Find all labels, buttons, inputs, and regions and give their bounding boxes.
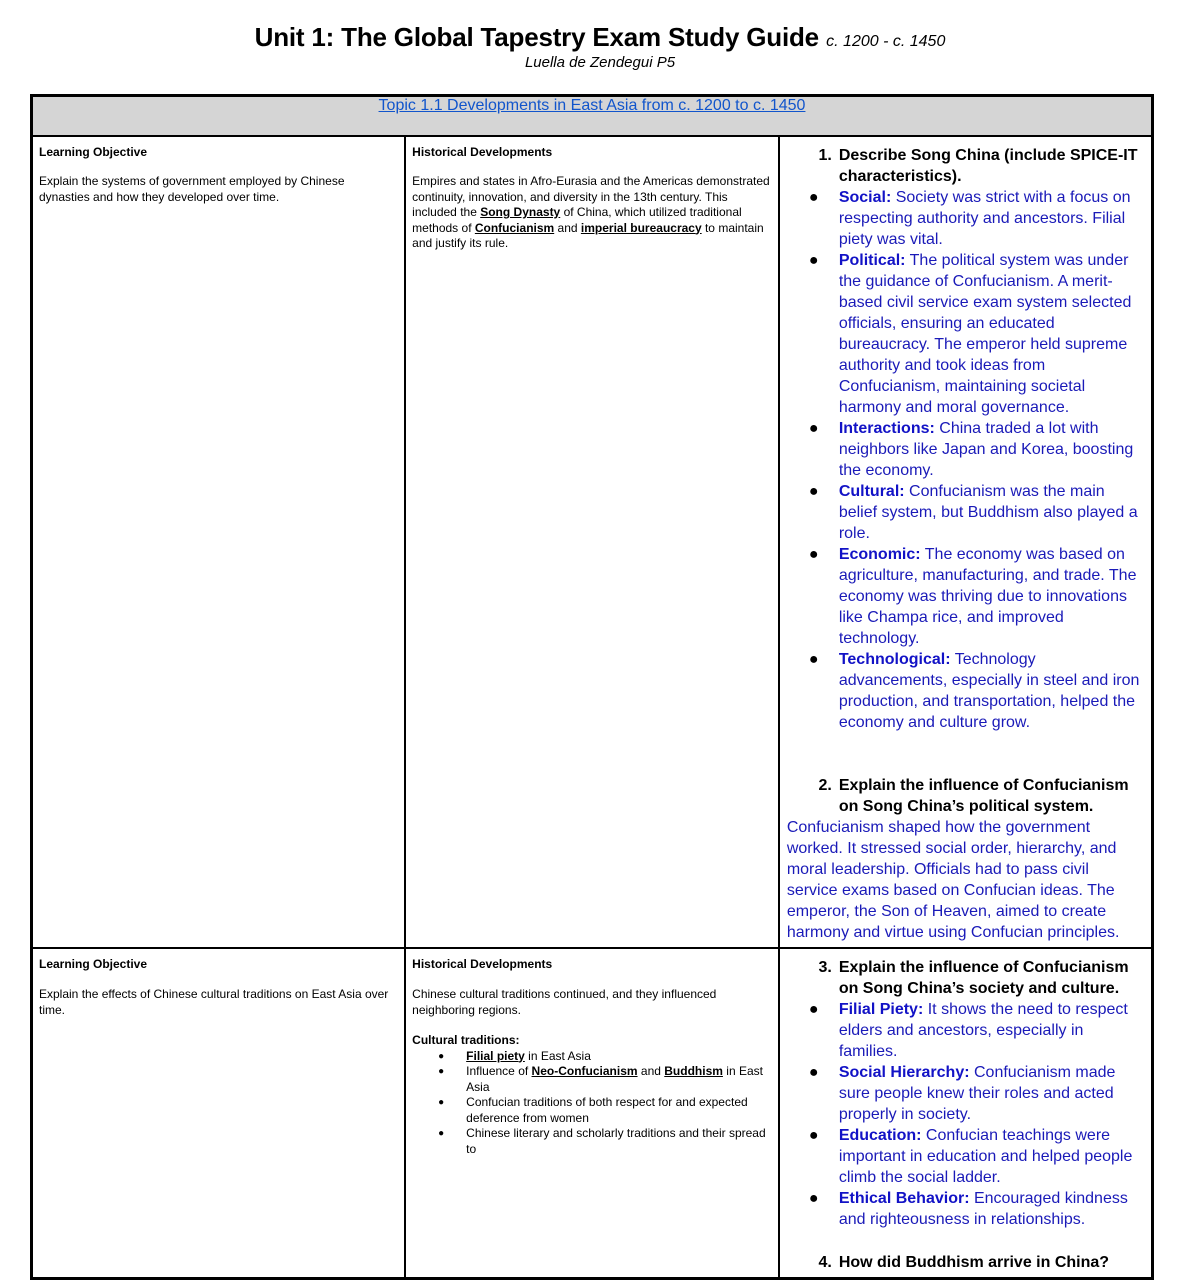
answer-list-q3 [787,999,1143,1230]
list-item [412,1064,772,1095]
list-item [787,1062,1143,1125]
key-term-imperial-bureaucracy: imperial bureaucracy [580,220,702,235]
bullet-icon: ● [808,650,819,668]
cultural-traditions-list [412,1049,772,1158]
historical-developments-text: Chinese cultural traditions continued, and they influenced neighboring regions. [412,987,717,1017]
learning-objective-text: Explain the systems of government employed by Chinese dynasties and how they developed over time. [39,174,345,204]
bullet-icon: ● [438,1128,445,1139]
answer-label: Social: [838,188,892,206]
text-run: to maintain and justify its rule. [412,220,764,250]
text-run: Confucian traditions of both respect for and expected deference from women [466,1095,748,1125]
answer-label: Social Hierarchy: [838,1063,970,1081]
answer-label: Technological: [838,650,951,668]
answers-cell[interactable] [779,136,1153,948]
answer-text: Confucian teachings were important in education and helped people climb the social ladder. [838,1126,1133,1186]
bullet-icon: ● [808,251,819,269]
answer-label: Political: [838,251,906,269]
list-item [787,999,1143,1062]
bullet-icon: ● [438,1050,445,1062]
text-run: Empires and states in Afro-Eurasia and the Americas demonstrated continuity, innovation, and diversity in the 13th century. This included the [412,174,770,219]
bullet-icon: ● [438,1097,445,1108]
topic-title-link[interactable]: Topic 1.1 Developments in East Asia from c. 1200 to c. 1450 [378,97,806,114]
answer-text: Confucianism made sure people knew their roles and acted properly in society. [838,1063,1116,1123]
key-term-neo-confucianism: Neo-Confucianism [531,1064,638,1078]
historical-developments-text [412,174,772,252]
answer-text: It shows the need to respect elders and ancestors, especially in families. [838,1000,1128,1060]
list-item [787,649,1143,733]
question-text: How did Buddhism arrive in China? [838,1253,1110,1271]
key-term-buddhism: Buddhism [664,1064,723,1078]
answer-text: Encouraged kindness and righteousness in relationships. [838,1189,1128,1228]
answer-text: The political system was under the guidance of Confucianism. A merit-based civil service exam system selected officials, ensuring an educated bureaucracy. The emperor held supreme authority and took ideas from Confucianism, maintaining societal harmony and moral governance. [838,251,1132,416]
question-3 [787,957,1143,999]
list-item [787,418,1143,481]
answer-label: Filial Piety: [838,1000,924,1018]
learning-objective-cell [32,136,406,948]
list-item [787,1188,1143,1230]
answer-label: Cultural: [838,482,905,500]
text-run: and [637,1064,665,1078]
author-line: Luella de Zendegui P5 [524,54,676,71]
answer-text: China traded a lot with neighbors like Japan and Korea, boosting the economy. [838,419,1134,479]
bullet-icon: ● [808,419,819,437]
list-item [787,1125,1143,1188]
learning-objective-text: Explain the effects of Chinese cultural traditions on East Asia over time. [39,987,389,1017]
key-term-filial-piety: Filial piety [466,1048,525,1063]
document-title: Unit 1: The Global Tapestry Exam Study Guide [254,22,819,52]
date-range: c. 1200 - c. 1450 [826,33,946,50]
study-guide-table [30,94,1154,1280]
answer-label: Economic: [838,545,921,563]
topic-header-cell [32,96,1153,136]
text-run: and [554,220,581,235]
list-item [412,1095,772,1126]
answer-label: Interactions: [838,419,935,437]
question-number: 3. [818,958,832,976]
table-row [32,136,1153,948]
question-text: Explain the influence of Confucianism on Song China’s political system. [838,776,1129,815]
list-item [787,481,1143,544]
answer-label: Ethical Behavior: [838,1189,970,1207]
learning-objective-heading: Learning Objective [39,956,148,971]
key-term-confucianism: Confucianism [474,220,555,235]
answer-paragraph-q2: Confucianism shaped how the government worked. It stressed social order, hierarchy, and moral leadership. Officials had to pass civil service exams based on Confucian ideas. The emperor, the Son of Heaven, aimed to create harmony and virtue using Confucian principles. [786,818,1120,941]
question-2 [787,775,1143,817]
question-number: 4. [818,1253,832,1271]
list-item [787,544,1143,649]
historical-developments-cell [405,136,779,948]
bullet-icon: ● [808,1126,819,1144]
question-number: 2. [818,776,832,794]
answer-text: The economy was based on agriculture, manufacturing, and trade. The economy was thriving due to innovations like Champa rice, and improved technology. [838,545,1137,647]
list-item [412,1126,772,1157]
text-run: in East Asia [466,1064,763,1094]
bullet-icon: ● [808,1000,819,1018]
text-run: Influence of [466,1064,532,1078]
answer-list-q1 [787,187,1143,733]
question-text: Describe Song China (include SPICE-IT characteristics). [838,146,1138,185]
bullet-icon: ● [808,482,819,500]
document-header [0,22,1200,71]
list-item [787,187,1143,250]
list-item [412,1049,772,1065]
historical-developments-heading: Historical Developments [412,144,553,159]
question-1 [787,145,1143,187]
table-row [32,948,1153,1279]
historical-developments-heading: Historical Developments [412,956,553,971]
question-text: Explain the influence of Confucianism on Song China’s society and culture. [838,958,1129,997]
bullet-icon: ● [808,1063,819,1081]
text-run: in East Asia [524,1048,591,1063]
text-run: of China, which utilized traditional methods of [412,205,742,235]
title-line [0,22,1200,53]
bullet-icon: ● [808,1189,819,1207]
historical-developments-cell [405,948,779,1279]
cultural-traditions-heading: Cultural traditions: [412,1033,520,1047]
answer-text: Confucianism was the main belief system, but Buddhism also played a role. [838,482,1138,542]
answers-cell[interactable] [779,948,1153,1279]
answer-text: Technology advancements, especially in steel and iron production, and transportation, helped the economy and culture grow. [838,650,1140,731]
learning-objective-cell [32,948,406,1279]
bullet-icon: ● [808,545,819,563]
question-4 [787,1252,1143,1273]
answer-label: Education: [838,1126,922,1144]
question-number: 1. [818,146,832,164]
text-run: Chinese literary and scholarly traditions and their spread to [466,1126,766,1156]
learning-objective-heading: Learning Objective [39,144,148,159]
list-item [787,250,1143,418]
key-term-song-dynasty: Song Dynasty [480,205,561,219]
answer-text: Society was strict with a focus on respecting authority and ancestors. Filial piety was vital. [838,188,1131,248]
bullet-icon: ● [438,1066,445,1077]
bullet-icon: ● [808,188,819,206]
